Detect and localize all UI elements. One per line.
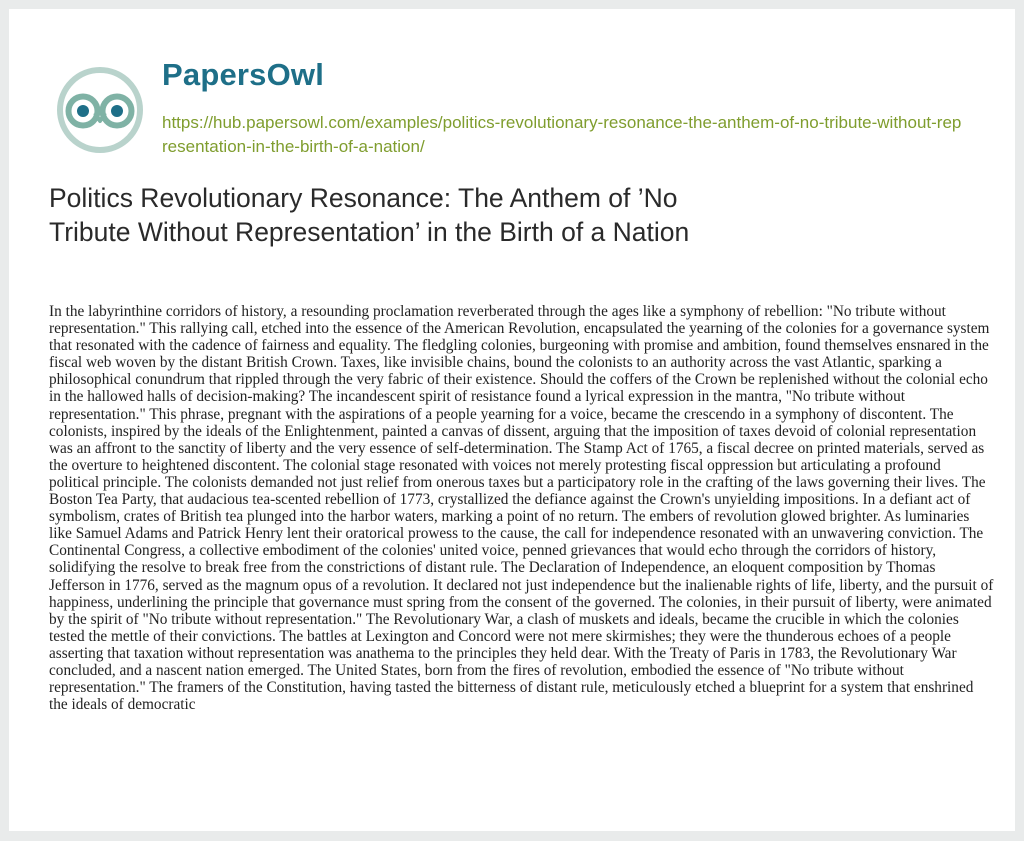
page-title: Politics Revolutionary Resonance: The Anthem of ’No Tribute Without Representation’ in the Birth of a Nation bbox=[49, 183, 690, 247]
owl-eyes-icon bbox=[49, 65, 151, 155]
brand-header bbox=[49, 53, 979, 156]
document-page bbox=[9, 9, 1015, 831]
source-url-link[interactable]: https://hub.papersowl.com/examples/politics-revolutionary-resonance-the-anthem-of-no-tribute-without-representation-in-the-birth-of-a-nation/ bbox=[162, 113, 962, 156]
essay-body: In the labyrinthine corridors of history, a resounding proclamation reverberated through the ages like a symphony of rebellion: "No tribute without representation." This rallying call, etched into the essence of the American Revolution, encapsulated the yearning of the colonies for a governance system that resonated with the cadence of fairness and equality. The fledgling colonies, burgeoning with promise and ambition, found themselves ensnared in the fiscal web woven by the distant British Crown. Taxes, like invisible chains, bound the colonists to an authority across the vast Atlantic, sparking a philosophical conundrum that rippled through the very fabric of their existence. Should the coffers of the Crown be replenished without the colonial echo in the hallowed halls of decision-making? The incandescent spirit of resistance found a lyrical expression in the mantra, "No tribute without representation." This phrase, pregnant with the aspirations of a people yearning for a voice, became the crescendo in a symphony of discontent. The colonists, inspired by the ideals of the Enlightenment, painted a canvas of dissent, arguing that the imposition of taxes devoid of colonial representation was an affront to the sanctity of liberty and the very essence of self-determination. The Stamp Act of 1765, a fiscal decree on printed materials, served as the overture to heightened discontent. The colonial stage resonated with voices not merely protesting fiscal oppression but articulating a profound political principle. The colonists demanded not just relief from onerous taxes but a participatory role in the crafting of the laws governing their lives. The Boston Tea Party, that audacious tea-scented rebellion of 1773, crystallized the defiance against the Crown's unyielding impositions. In a defiant act of symbolism, crates of British tea plunged into the harbor waters, marking a point of no return. The embers of revolution glowed brighter. As luminaries like Samuel Adams and Patrick Henry lent their oratorical prowess to the cause, the call for independence resonated with an unwavering conviction. The Continental Congress, a collective embodiment of the colonies' united voice, penned grievances that would echo through the corridors of history, solidifying the resolve to break free from the constrictions of distant rule. The Declaration of Independence, an eloquent composition by Thomas Jefferson in 1776, served as the magnum opus of a revolution. It declared not just independence but the inalienable rights of life, liberty, and the pursuit of happiness, underlining the principle that governance must spring from the consent of the governed. The colonies, in their pursuit of liberty, were animated by the spirit of "No tribute without representation." The Revolutionary War, a clash of muskets and ideals, became the crucible in which the colonies tested the mettle of their convictions. The battles at Lexington and Concord were not mere skirmishes; they were the thunderous echoes of a people asserting that taxation without representation was anathema to the principles they held dear. With the Treaty of Paris in 1783, the Revolutionary War concluded, and a nascent nation emerged. The United States, born from the fires of revolution, embodied the essence of "No tribute without representation." The framers of the Constitution, having tasted the bitterness of distant rule, meticulously etched a blueprint for a system that enshrined the ideals of democratic bbox=[49, 303, 994, 714]
brand-name: PapersOwl bbox=[162, 57, 325, 92]
